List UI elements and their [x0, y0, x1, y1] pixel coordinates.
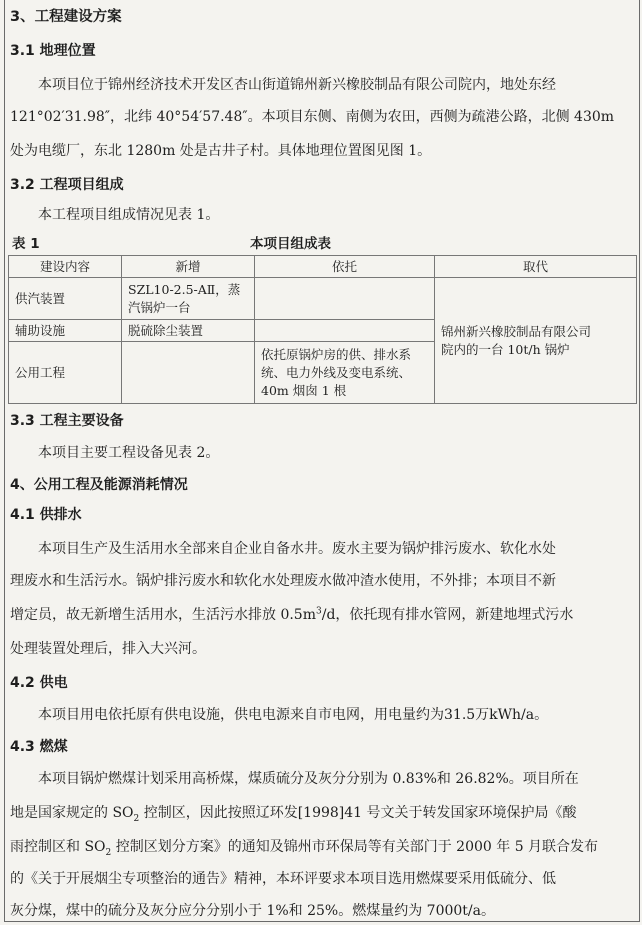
s31-line-3: 处为电缆厂，东北 1280m 处是古井子村。具体地理位置图见图 1。 [10, 143, 432, 159]
header-rely: 依托 [255, 256, 435, 278]
cell-rely [255, 278, 435, 320]
header-replace: 取代 [435, 256, 637, 278]
s41-line-1: 本项目生产及生活用水全部来自企业自备水井。废水主要为锅炉排污废水、软化水处 [38, 541, 556, 557]
cell-replace: 锦州新兴橡胶制品有限公司 院内的一台 10t/h 锅炉 [435, 278, 637, 404]
cell-new: SZL10-2.5-AⅡ，蒸 汽锅炉一台 [122, 278, 255, 320]
s32-intro: 本工程项目组成情况见表 1。 [38, 207, 220, 223]
s43-line-4: 的《关于开展烟尘专项整治的通告》精神，本环评要求本项目选用燃煤要采用低硫分、低 [10, 871, 556, 887]
section-3-2-title: 3.2 工程项目组成 [10, 177, 124, 193]
cell-rely: 依托原锅炉房的供、排水系 统、电力外线及变电系统、 40m 烟囱 1 根 [255, 342, 435, 404]
section-4-1-title: 4.1 供排水 [10, 507, 82, 523]
section-4-2-title: 4.2 供电 [10, 675, 68, 691]
s43-line-5: 灰分煤，煤中的硫分及灰分应分分别小于 1%和 25%。燃煤量约为 7000t/a。 [10, 903, 495, 919]
header-item: 建设内容 [9, 256, 122, 278]
section-3-1-title: 3.1 地理位置 [10, 43, 96, 59]
s33-line-1: 本项目主要工程设备见表 2。 [38, 445, 220, 461]
section-4-3-title: 4.3 燃煤 [10, 739, 68, 755]
section-4-title: 4、公用工程及能源消耗情况 [10, 477, 188, 493]
s41-line-2: 理废水和生活污水。锅炉排污废水和软化水处理废水做冲渣水使用，不外排；本项目不新 [10, 573, 556, 589]
table-header-row [9, 256, 637, 278]
s42-line-1: 本项目用电依托原有供电设施，供电电源来自市电网，用电量约为31.5万kWh/a。 [38, 707, 549, 723]
s41-line-3: 增定员，故无新增生活用水，生活污水排放 $0.5m^3/d$，依托现有排水管网，新建地埋式污水 [10, 606, 574, 623]
section-3-3-title: 3.3 工程主要设备 [10, 413, 124, 429]
table-number: 表 1 [12, 236, 40, 252]
header-new: 新增 [122, 256, 255, 278]
cell-new [122, 342, 255, 404]
s41-line-4: 处理装置处理后，排入大兴河。 [10, 641, 206, 657]
s43-line-2: 地是国家规定的 $SO_2$ 控制区，因此按照辽环发[1998]41 号文关于转发国家环境保护局《酸 [10, 805, 577, 824]
table-row [9, 278, 637, 320]
cell-new: 脱硫除尘装置 [122, 320, 255, 342]
cell-item: 公用工程 [9, 342, 122, 404]
s43-line-1: 本项目锅炉燃煤计划采用高桥煤，煤质硫分及灰分分别为 0.83%和 26.82%。项目所在 [38, 771, 579, 787]
s43-line-3: 雨控制区和 $SO_2$ 控制区划分方案》的通知及锦州市环保局等有关部门于 2000 年 5 月联合发布 [10, 839, 599, 858]
cell-rely [255, 320, 435, 342]
s31-line-1: 本项目位于锦州经济技术开发区杏山街道锦州新兴橡胶制品有限公司院内，地处东经 [38, 77, 556, 93]
s31-line-2: 121°02′31.98″，北纬 40°54′57.48″。本项目东侧、南侧为农田，西侧为疏港公路，北侧 430m [10, 109, 615, 125]
cell-item: 辅助设施 [9, 320, 122, 342]
composition-table [8, 255, 637, 404]
section-3-title: 3、工程建设方案 [10, 9, 122, 25]
cell-item: 供汽装置 [9, 278, 122, 320]
table-title: 本项目组成表 [250, 236, 331, 252]
